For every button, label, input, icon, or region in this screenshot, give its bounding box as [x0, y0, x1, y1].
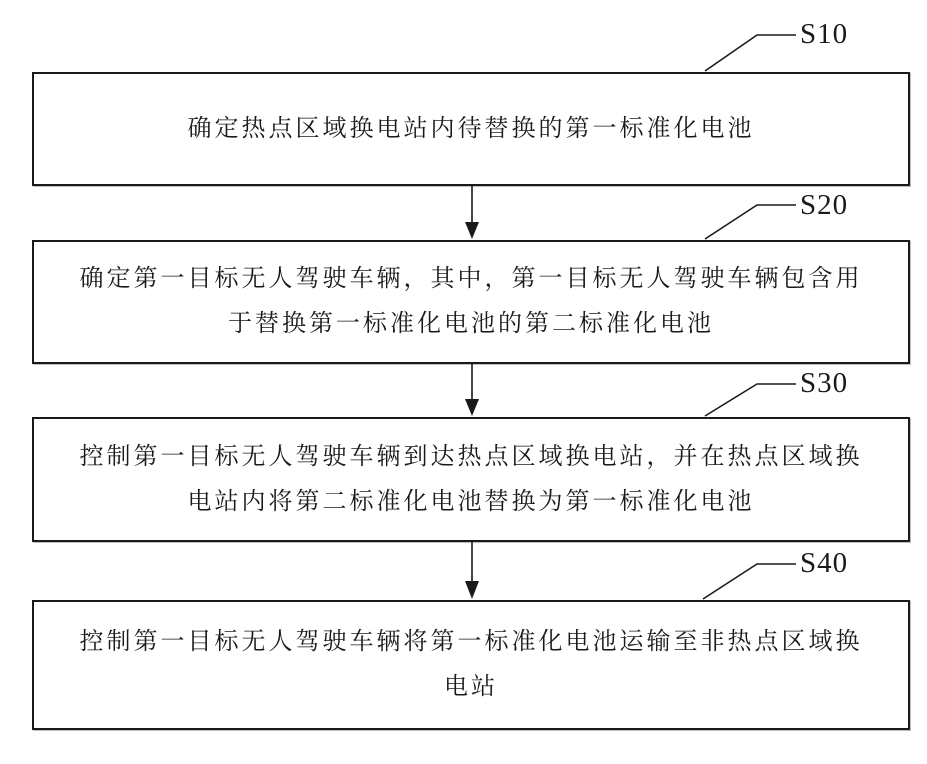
- leader-line-s40: [703, 564, 796, 599]
- step-text: 电站内将第二标准化电池替换为第一标准化电池: [187, 488, 755, 515]
- leader-line-s10: [705, 35, 796, 71]
- leader-line-s20: [705, 205, 796, 239]
- leader-line-s30: [705, 384, 796, 416]
- step-label-s30: S30: [800, 367, 849, 399]
- step-box-s20: [32, 240, 910, 364]
- step-text: 电站: [444, 674, 498, 700]
- step-label-s20: S20: [800, 189, 849, 221]
- arrow-head-3-4: [465, 581, 479, 599]
- step-box-s10: [32, 72, 910, 186]
- step-text: 确定热点区域换电站内待替换的第一标准化电池: [187, 115, 755, 142]
- step-box-s30: [32, 417, 910, 542]
- step-box-s40: [32, 600, 910, 730]
- step-text: 于替换第一标准化电池的第二标准化电池: [228, 311, 714, 337]
- step-text: 控制第一目标无人驾驶车辆到达热点区域换电站，并在热点区域换: [79, 443, 863, 470]
- arrow-head-2-3: [465, 399, 479, 416]
- step-label-s40: S40: [800, 547, 849, 579]
- arrow-head-1-2: [465, 222, 479, 239]
- step-label-s10: S10: [800, 18, 849, 50]
- step-text: 确定第一目标无人驾驶车辆，其中，第一目标无人驾驶车辆包含用: [79, 266, 863, 292]
- step-text: 控制第一目标无人驾驶车辆将第一标准化电池运输至非热点区域换: [79, 629, 863, 655]
